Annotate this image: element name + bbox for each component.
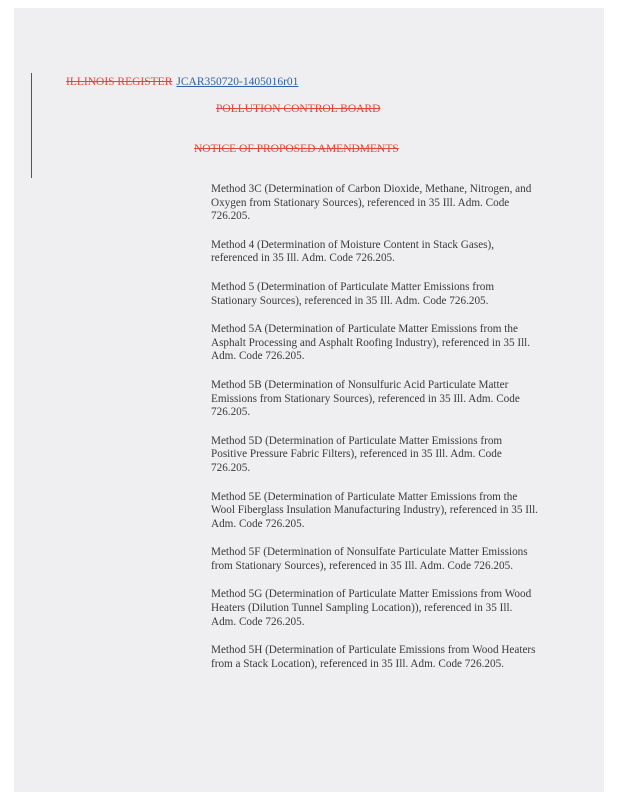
board-title: POLLUTION CONTROL BOARD: [216, 103, 381, 115]
method-5b: Method 5B (Determination of Nonsulfuric Acid Particulate Matter Emissions from Stationary Sources), referenced in 35 Ill. Adm. Code 726.205.: [211, 378, 520, 419]
method-5e: Method 5E (Determination of Particulate Matter Emissions from the Wool Fiberglass Insulation Manufacturing Industry), referenced in 35 Ill. Adm. Code 726.205.: [211, 490, 538, 530]
method-4: Method 4 (Determination of Moisture Content in Stack Gases), referenced in 35 Ill. Adm. Code 726.205.: [211, 238, 495, 265]
method-5h: Method 5H (Determination of Particulate Emissions from Wood Heaters from a Stack Location), referenced in 35 Ill. Adm. Code 726.205.: [211, 644, 536, 670]
method-5f: Method 5F (Determination of Nonsulfate Particulate Matter Emissions from Stationary Sources), referenced in 35 Ill. Adm. Code 726.205.: [211, 546, 528, 572]
register-title: ILLINOIS REGISTER: [66, 76, 173, 88]
method-3c: Method 3C (Determination of Carbon Dioxide, Methane, Nitrogen, and Oxygen from Stationary Sources), referenced in 35 Ill. Adm. Code 726.205.: [211, 183, 532, 223]
jcar-reference-link[interactable]: JCAR350720-1405016r01: [176, 76, 299, 88]
revision-margin-bar: [31, 73, 32, 178]
method-5d: Method 5D (Determination of Particulate Matter Emissions from Positive Pressure Fabric Filters), referenced in 35 Ill. Adm. Code 726.205.: [211, 434, 503, 474]
method-list: [211, 183, 539, 686]
method-5g: Method 5G (Determination of Particulate Matter Emissions from Wood Heaters (Dilution Tunnel Sampling Location)), referenced in 35 Ill. Adm. Code 726.205.: [211, 588, 532, 628]
notice-title: NOTICE OF PROPOSED AMENDMENTS: [194, 143, 399, 155]
method-5: Method 5 (Determination of Particulate Matter Emissions from Stationary Sources), referenced in 35 Ill. Adm. Code 726.205.: [211, 280, 495, 307]
method-5a: Method 5A (Determination of Particulate Matter Emissions from the Asphalt Processing and Asphalt Roofing Industry), referenced in 35 Ill. Adm. Code 726.205.: [211, 323, 531, 363]
register-header: [66, 76, 298, 88]
